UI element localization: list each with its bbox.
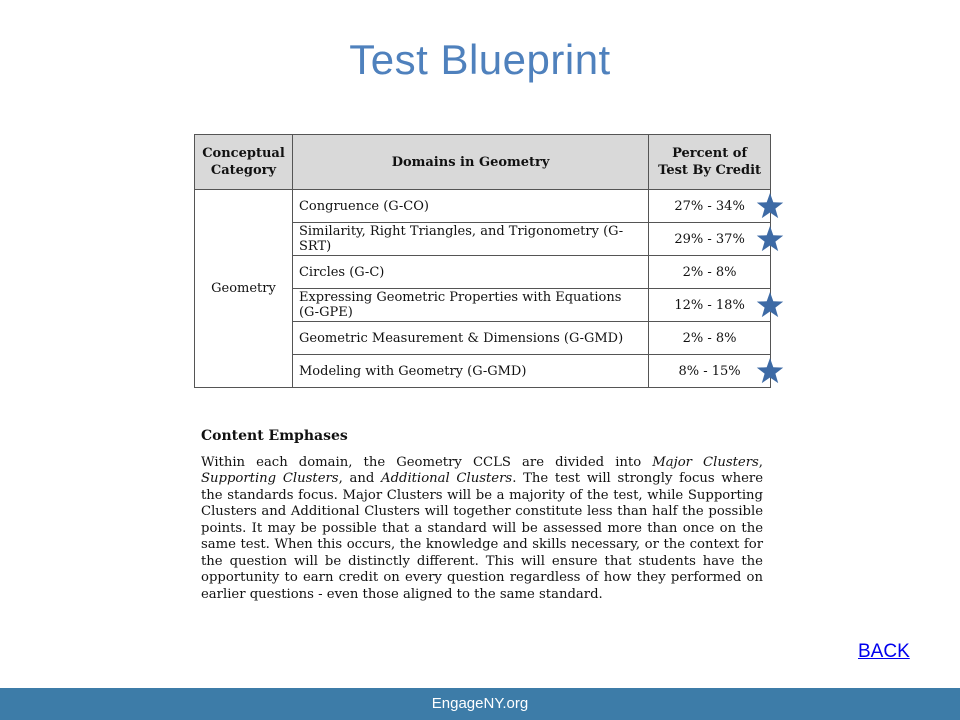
percent-cell	[649, 256, 771, 289]
percent-cell	[649, 190, 771, 223]
domain-cell: Modeling with Geometry (G-GMD)	[292, 355, 648, 388]
star-icon	[756, 291, 784, 319]
domain-cell: Congruence (G-CO)	[292, 190, 648, 223]
percent-cell	[649, 223, 771, 256]
star-icon	[756, 192, 784, 220]
cluster-term: Additional Clusters	[381, 471, 513, 486]
star-icon	[756, 225, 784, 253]
emphasis-heading: Content Emphases	[201, 428, 348, 444]
percent-value: 27% - 34%	[674, 198, 745, 214]
percent-value: 2% - 8%	[682, 330, 737, 346]
category-cell: Geometry	[195, 190, 293, 388]
domain-cell: Circles (G-C)	[292, 256, 648, 289]
percent-value: 2% - 8%	[682, 264, 737, 280]
back-link[interactable]: BACK	[858, 641, 910, 662]
table-row	[195, 190, 771, 223]
table-header-row	[195, 135, 771, 190]
blueprint-table	[194, 134, 771, 388]
percent-cell	[649, 322, 771, 355]
percent-cell	[649, 355, 771, 388]
cluster-term: Major Clusters	[652, 454, 759, 470]
slide-title: Test Blueprint	[349, 36, 611, 83]
emphasis-body: Within each domain, the Geometry CCLS are divided into Major Clusters, Supporting Clusters, and Additional Clusters. The test will strongly focus where the standards focus. Major Clusters will be a majority of the test, while Supporting Clusters and Additional Clusters will together constitute less than half the possible points. It may be possible that a standard will be assessed more than once on the same test. When this occurs, the knowledge and skills necessary, or the context for the question will be distinctly different. This will ensure that students have the opportunity to earn credit on every question regardless of how they performed on earlier questions - even those aligned to the same standard.	[201, 454, 764, 602]
header-percent: Percent of Test By Credit	[649, 135, 771, 190]
domain-cell: Similarity, Right Triangles, and Trigonometry (G-SRT)	[292, 223, 648, 256]
header-category: Conceptual Category	[195, 135, 293, 190]
cluster-term: Supporting Clusters	[201, 471, 339, 486]
domain-cell: Expressing Geometric Properties with Equations (G-GPE)	[292, 289, 648, 322]
content-emphases	[201, 428, 763, 603]
star-icon	[756, 357, 784, 385]
footer-text: EngageNY.org	[431, 695, 529, 712]
percent-cell	[649, 289, 771, 322]
percent-value: 8% - 15%	[678, 363, 741, 379]
footer-bar	[0, 688, 960, 720]
header-domains: Domains in Geometry	[292, 135, 648, 190]
percent-value: 29% - 37%	[674, 231, 745, 247]
domain-cell: Geometric Measurement & Dimensions (G-GMD)	[292, 322, 648, 355]
percent-value: 12% - 18%	[674, 297, 745, 313]
